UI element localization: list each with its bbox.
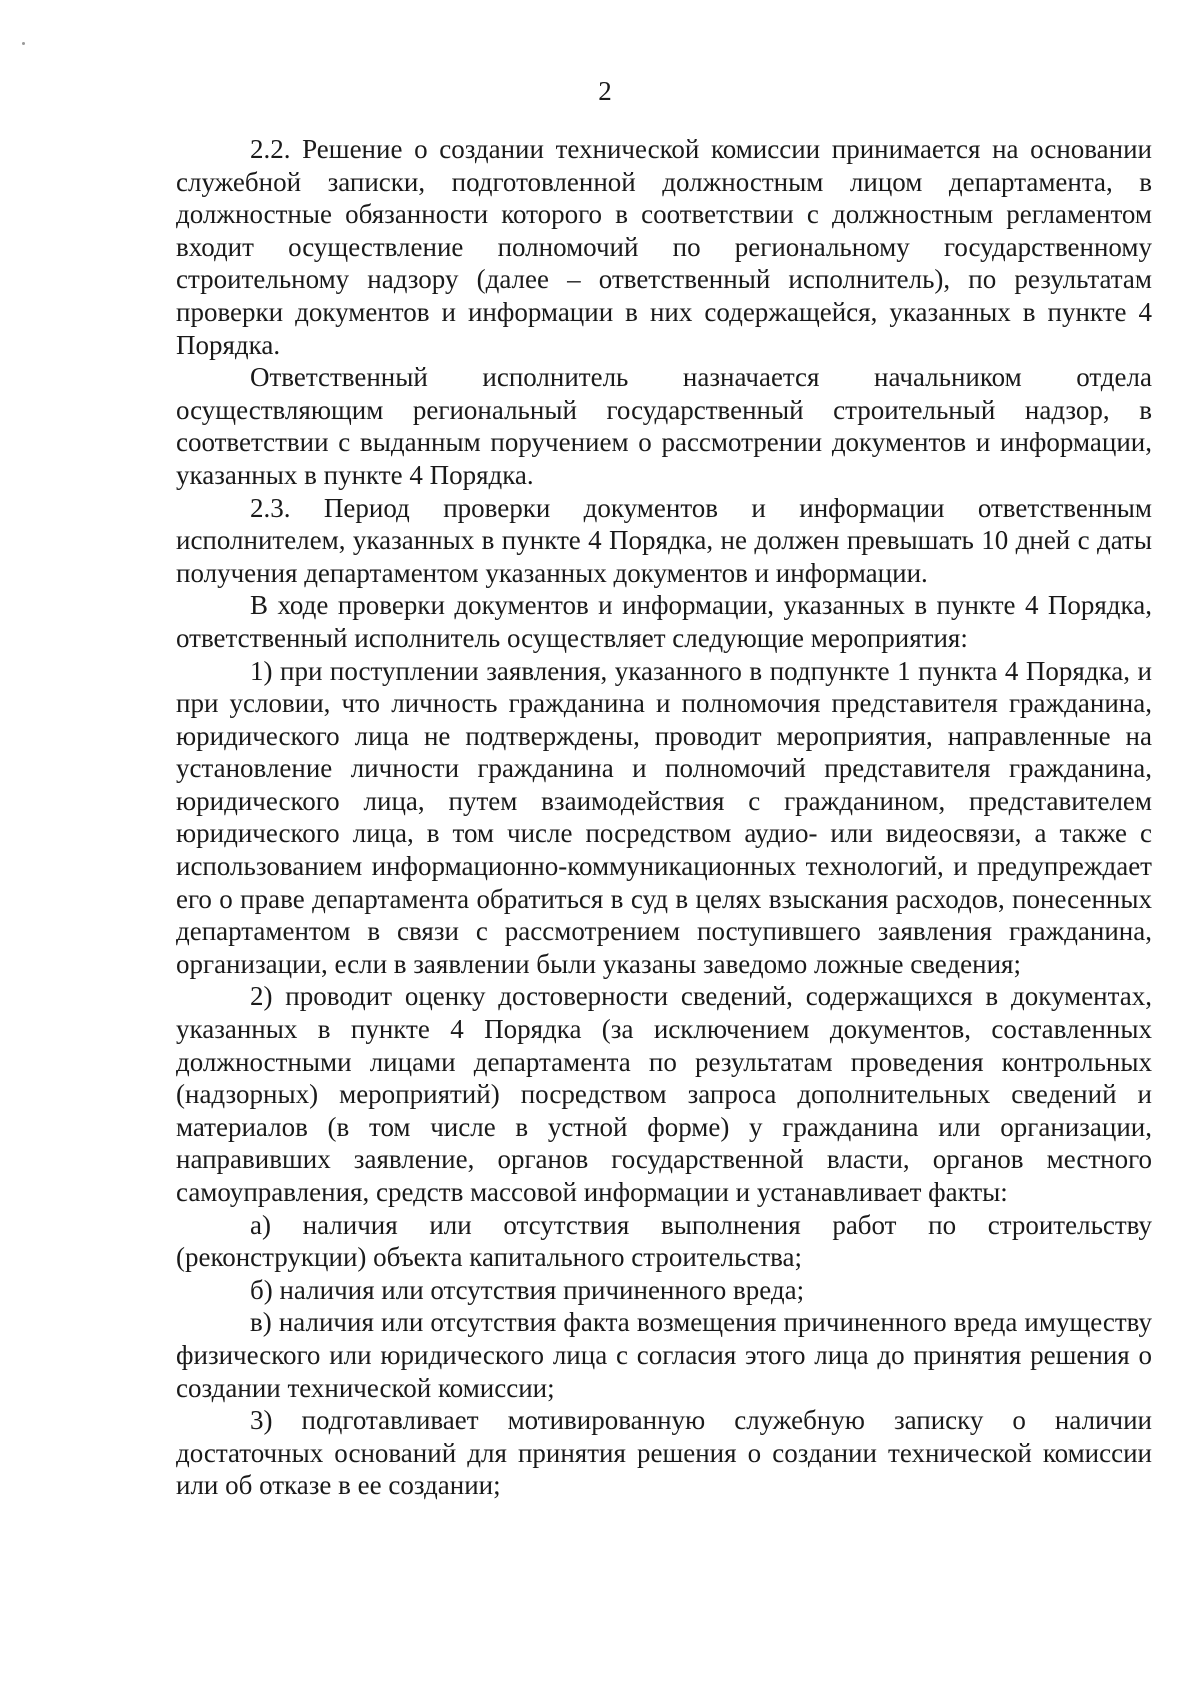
document-body (176, 133, 1152, 1502)
list-item-2: 2) проводит оценку достоверности сведений, содержащихся в документах, указанных в пункте 4 Порядка (за исключением документов, составленных должностными лицами департамента по результатам проведения контрольных (надзорных) мероприятий) посредством запроса дополнительных сведений и материалов (в том числе в устной форме) у гражданина или организации, направивших заявление, органов государственной власти, органов местного самоуправления, средств массовой информации и устанавливает факты: (176, 981, 1152, 1207)
scan-artifact (22, 42, 25, 45)
list-item-3: 3) подготавливает мотивированную служебную записку о наличии достаточных оснований для принятия решения о создании технической комиссии или об отказе в ее создании; (176, 1405, 1152, 1501)
sub-item-b: б) наличия или отсутствия причиненного вреда; (250, 1274, 805, 1305)
paragraph-responsible-executor: Ответственный исполнитель назначается начальником отдела осуществляющим региональный государственный строительный надзор, в соответствии с выданным поручением о рассмотрении документов и информации, указанных в пункте 4 Порядка. (176, 362, 1152, 490)
paragraph-2-2: 2.2. Решение о создании технической комиссии принимается на основании служебной записки, подготовленной должностным лицом департамента, в должностные обязанности которого в соответствии с должностным регламентом входит осуществление полномочий по региональному государственному строительному надзору (далее – ответственный исполнитель), по результатам проверки документов и информации в них содержащейся, указанных в пункте 4 Порядка. (176, 134, 1152, 360)
page-number: 2 (598, 76, 612, 106)
sub-item-a: а) наличия или отсутствия выполнения работ по строительству (реконструкции) объекта капитального строительства; (176, 1209, 1152, 1273)
sub-item-v: в) наличия или отсутствия факта возмещения причиненного вреда имуществу физического или юридического лица с согласия этого лица до принятия решения о создании технической комиссии; (176, 1307, 1152, 1403)
paragraph-check-measures: В ходе проверки документов и информации, указанных в пункте 4 Порядка, ответственный исполнитель осуществляет следующие мероприятия: (176, 590, 1152, 653)
paragraph-2-3: 2.3. Период проверки документов и информации ответственным исполнителем, указанных в пункте 4 Порядка, не должен превышать 10 дней с даты получения департаментом указанных документов и информации. (176, 492, 1152, 588)
list-item-1: 1) при поступлении заявления, указанного в подпункте 1 пункта 4 Порядка, и при условии, что личность гражданина и полномочия представителя гражданина, юридического лица не подтверждены, проводит мероприятия, направленные на установление личности гражданина и полномочий представителя гражданина, юридического лица, путем взаимодействия с гражданином, представителем юридического лица, в том числе посредством аудио- или видеосвязи, а также с использованием информационно-коммуникационных технологий, и предупреждает его о праве департамента обратиться в суд в целях взыскания расходов, понесенных департаментом в связи с рассмотрением поступившего заявления гражданина, организации, если в заявлении были указаны заведомо ложные сведения; (176, 655, 1152, 979)
